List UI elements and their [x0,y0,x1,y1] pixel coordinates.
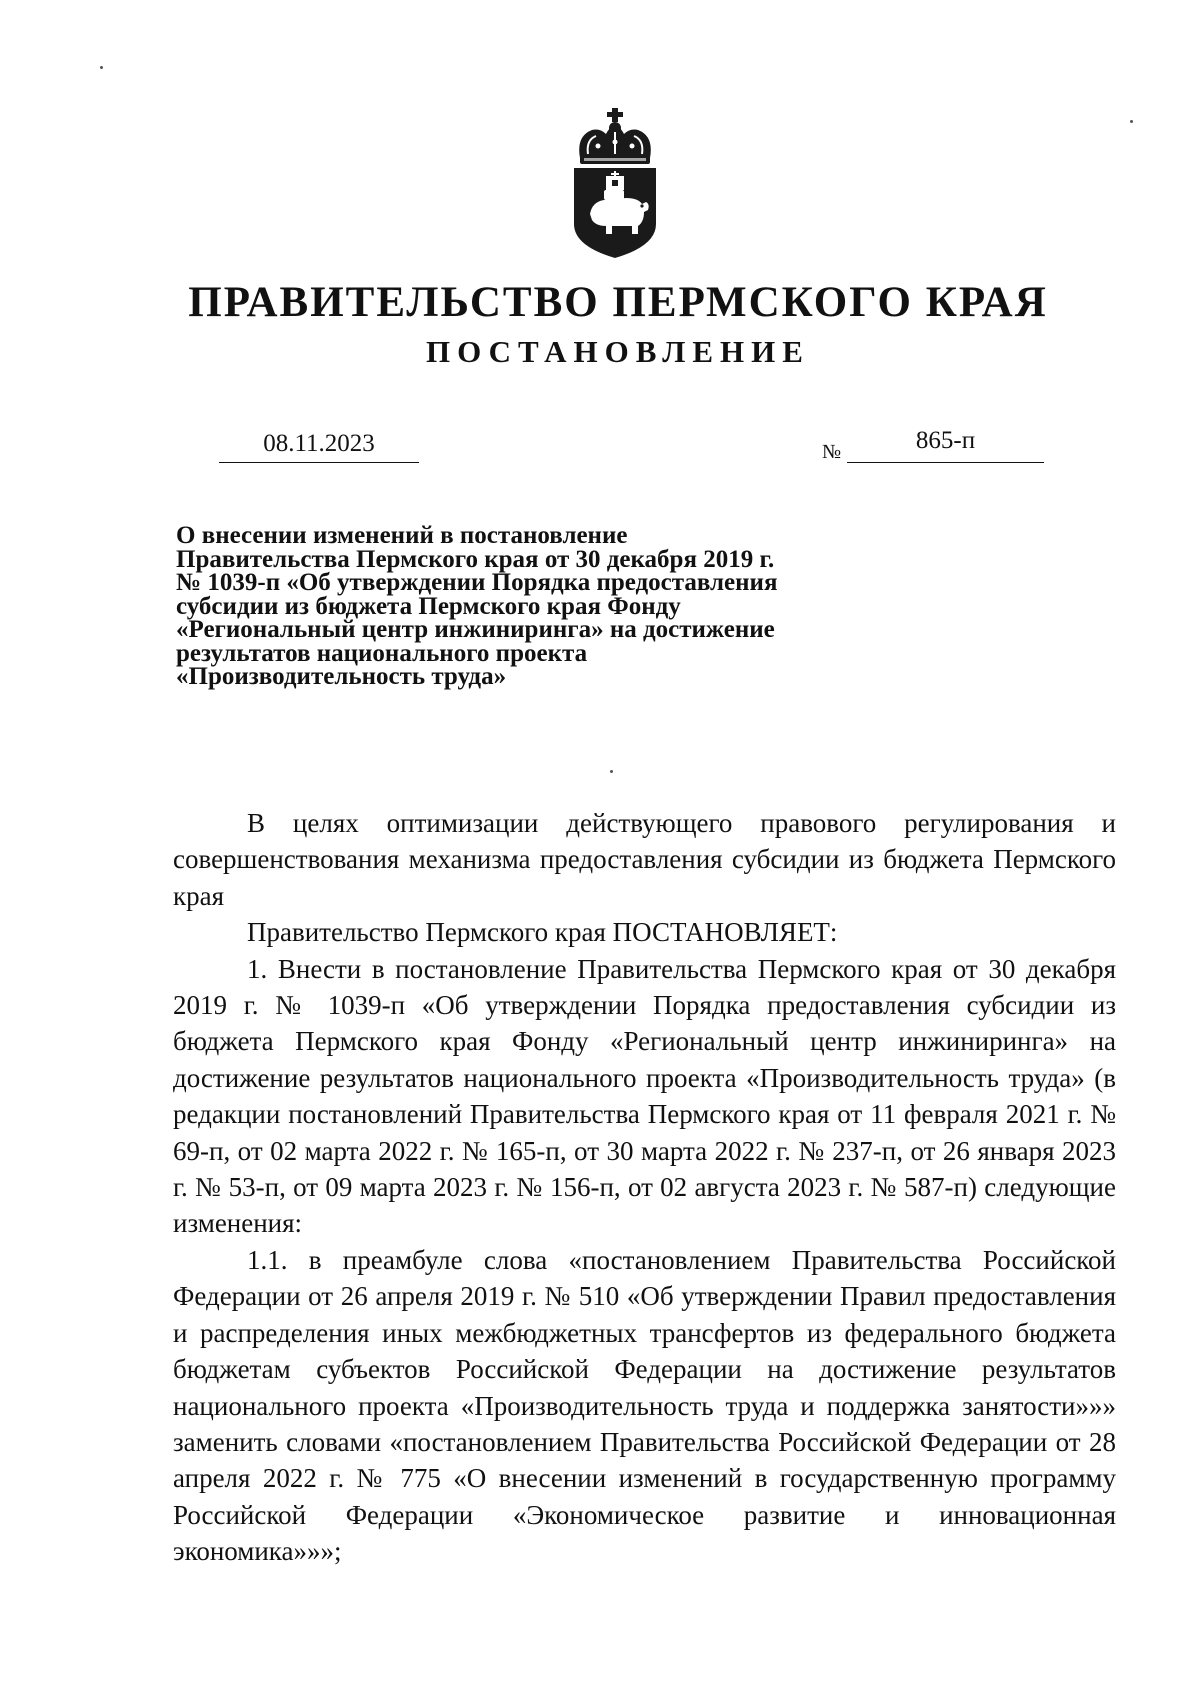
document-number: 865-п [847,424,1044,463]
crown-icon [579,108,651,164]
body-paragraph-preamble: В целях оптимизации действующего правового регулирования и совершенствования механизма предоставления субсидии из бюджета Пермского края [173,808,1116,911]
body-paragraph-item-1-1: 1.1. в преамбуле слова «постановлением Правительства Российской Федерации от 26 апреля 2019 г. № 510 «Об утверждении Правил предоставления и распределения иных межбюджетных трансфертов из федерального бюджета бюджетам субъектов Российской Федерации на достижение результатов национального проекта «Производительность труда и поддержка занятости»»» заменить словами «постановлением Правительства Российской Федерации от 28 апреля 2022 г. № 775 «О внесении изменений в государственную программу Российской Федерации «Экономическое развитие и инновационная экономика»»»; [173,1244,1116,1567]
scan-speck [610,770,613,773]
scan-speck [100,66,103,69]
scan-speck [1130,120,1133,123]
body-paragraph-resolves: Правительство Пермского края ПОСТАНОВЛЯЕТ: [247,917,838,948]
document-type-title: ПОСТАНОВЛЕНИЕ [426,334,810,369]
document-body [173,805,1116,1570]
document-date: 08.11.2023 [219,426,419,463]
perm-krai-coat-of-arms-icon [568,106,662,260]
government-title: ПРАВИТЕЛЬСТВО ПЕРМСКОГО КРАЯ [188,279,1048,326]
document-subject: О внесении изменений в постановление Правительства Пермского края от 30 декабря 2019 г. № 1039-п «Об утверждении Порядка предоставления субсидии из бюджета Пермского края Фонду «Региональный центр инжиниринга» на достижение результатов национального проекта «Производительность труда» [176,522,778,690]
number-label: № [822,441,842,463]
body-paragraph-item-1: 1. Внести в постановление Правительства Пермского края от 30 декабря 2019 г. № 1039-п «Об утверждении Порядка предоставления субсидии из бюджета Пермского края Фонду «Региональный центр инжиниринга» на достижение результатов национального проекта «Производительность труда» (в редакции постановлений Правительства Пермского края от 11 февраля 2021 г. № 69-п, от 02 марта 2022 г. № 165-п, от 30 марта 2022 г. № 237-п, от 26 января 2023 г. № 53-п, от 09 марта 2023 г. № 156-п, от 02 августа 2023 г. № 587-п) следующие изменения: [173,953,1116,1239]
